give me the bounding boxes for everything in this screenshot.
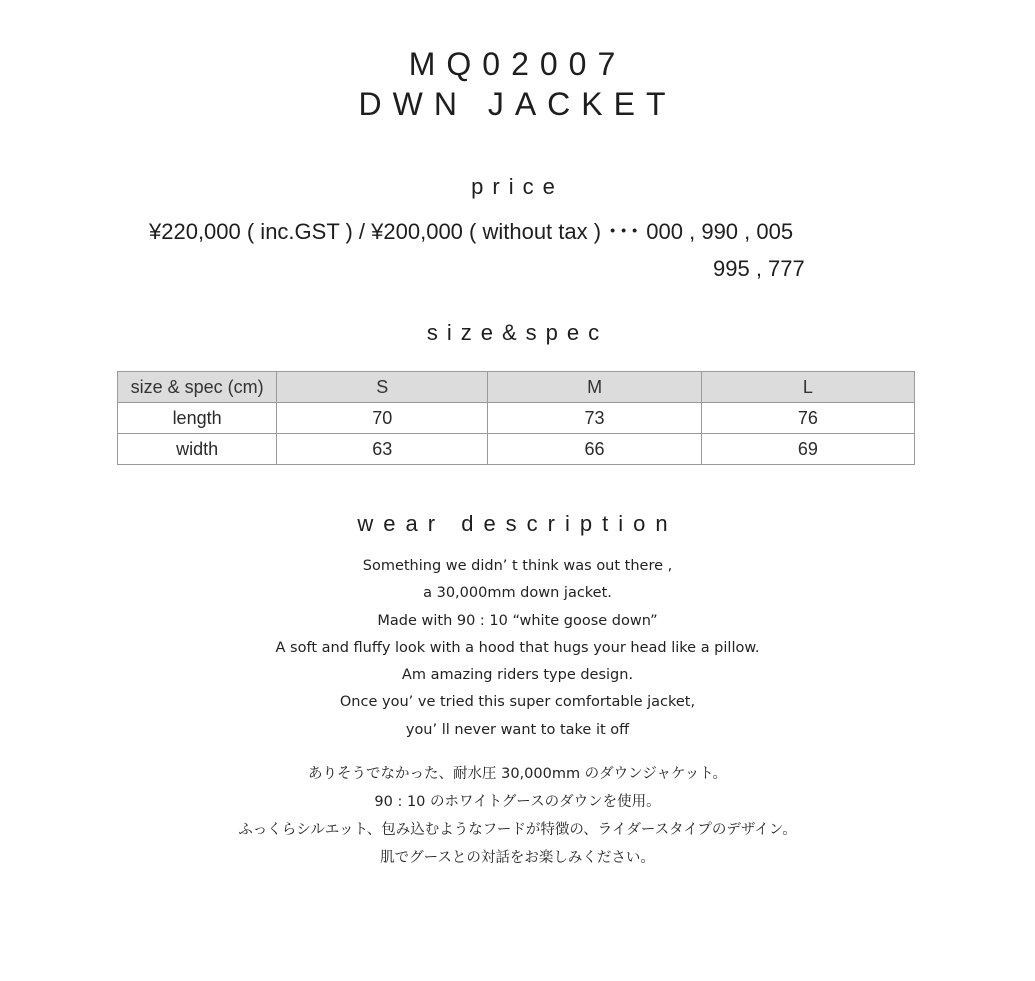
table-cell: 70 xyxy=(277,403,488,434)
description-line: you’ ll never want to take it off xyxy=(405,721,630,738)
product-name: DWN JACKET xyxy=(358,86,677,122)
description-line: a 30,000mm down jacket. xyxy=(423,585,612,602)
size-spec-heading: size&spec xyxy=(426,320,609,345)
table-cell: 73 xyxy=(488,403,701,434)
product-code: MQ02007 xyxy=(408,46,627,82)
table-row-label: width xyxy=(118,434,277,465)
table-header-cell: size & spec (cm) xyxy=(118,372,277,403)
description-line: Once you’ ve tried this super comfortable jacket, xyxy=(339,694,696,711)
description-line: A soft and fluffy look with a hood that hugs your head like a pillow. xyxy=(275,639,760,656)
table-header-cell: L xyxy=(701,372,914,403)
description-english xyxy=(0,553,1035,744)
wear-description-heading: wear description xyxy=(357,511,678,536)
table-cell: 66 xyxy=(488,434,701,465)
description-line-jp: 肌でグースとの対話をお楽しみください。 xyxy=(380,850,655,866)
table-header-row xyxy=(118,372,915,403)
description-japanese xyxy=(0,760,1035,872)
description-line-jp: 90 : 10 のホワイトグースのダウンを使用。 xyxy=(374,794,661,810)
description-line-jp: ありそうでなかった、耐水圧 30,000mm のダウンジャケット。 xyxy=(307,766,728,782)
size-spec-table xyxy=(117,371,915,465)
table-cell: 63 xyxy=(277,434,488,465)
table-cell: 76 xyxy=(701,403,914,434)
table-row xyxy=(118,403,915,434)
description-line: Made with 90 : 10 “white goose down” xyxy=(377,612,658,629)
description-line: Something we didn’ t think was out there , xyxy=(362,558,673,574)
description-line-jp: ふっくらシルエット、包み込むようなフードが特徴の、ライダースタイプのデザイン。 xyxy=(238,822,797,838)
description-line: Am amazing riders type design. xyxy=(401,667,634,684)
price-codes-line-2: 995 , 777 xyxy=(713,256,805,281)
table-header-cell: M xyxy=(488,372,701,403)
table-row xyxy=(118,434,915,465)
price-line: ¥220,000 ( inc.GST ) / ¥200,000 ( without tax ) ･･･ 000 , 990 , 005 xyxy=(149,219,794,244)
table-row-label: length xyxy=(118,403,277,434)
table-header-cell: S xyxy=(277,372,488,403)
table-cell: 69 xyxy=(701,434,914,465)
price-heading: price xyxy=(471,174,564,199)
